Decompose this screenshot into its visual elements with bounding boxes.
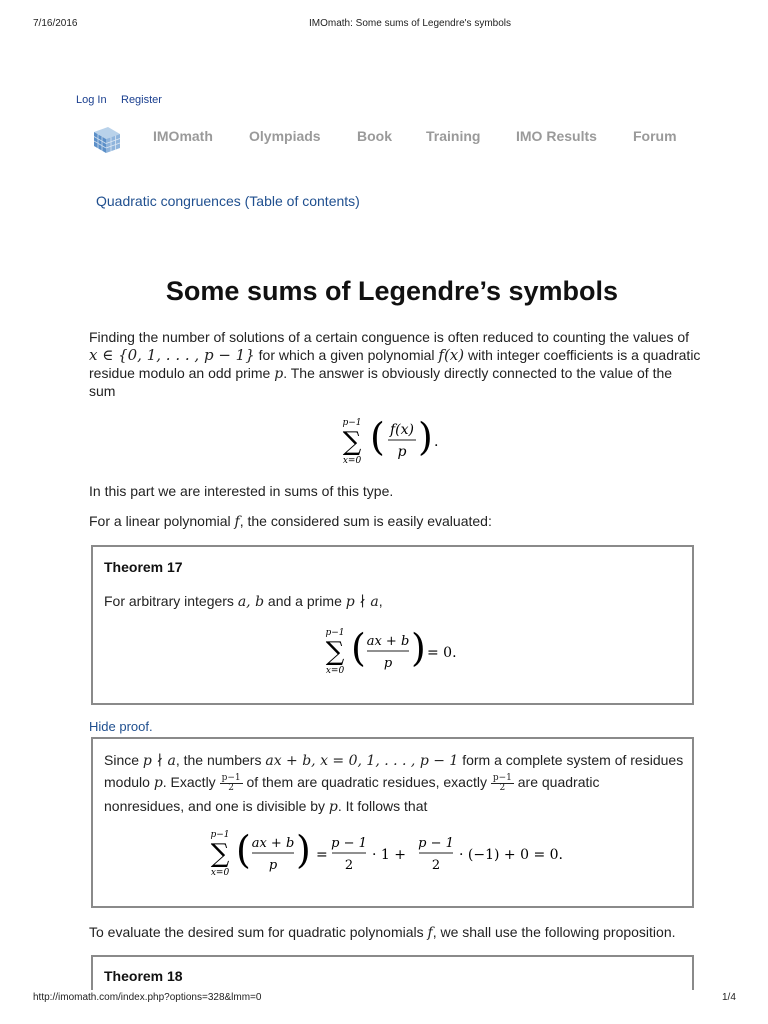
nav-forum[interactable]: Forum	[633, 128, 677, 144]
theorem-17-text: For arbitrary integers a, b and a prime p ∤ a,	[104, 593, 383, 610]
intro-line-4: sum	[89, 383, 116, 399]
left-paren-icon: (	[351, 626, 366, 670]
svg-text:2: 2	[344, 858, 354, 873]
table-of-contents-link[interactable]: Quadratic congruences (Table of contents)	[96, 193, 360, 209]
theorem-18-title: Theorem 18	[104, 968, 183, 984]
right-paren-icon: )	[411, 626, 426, 670]
svg-text:p − 1: p − 1	[418, 836, 454, 851]
svg-text:=: =	[316, 847, 328, 863]
svg-text:p: p	[383, 656, 393, 671]
svg-text:p−1: p−1	[210, 830, 230, 840]
svg-text:x=0: x=0	[210, 868, 230, 878]
theorem-17-formula	[313, 623, 473, 683]
formula-tail: .	[434, 434, 439, 450]
sum-upper: p−1	[342, 418, 362, 428]
register-link[interactable]: Register	[121, 94, 162, 106]
theorem-17-box	[91, 545, 694, 705]
svg-text:p: p	[268, 858, 278, 873]
right-paren-icon: )	[418, 415, 433, 459]
nav-imo-results[interactable]: IMO Results	[516, 128, 597, 144]
svg-text:2: 2	[431, 858, 441, 873]
svg-text:= 0.: = 0.	[427, 645, 457, 661]
proof-line-3: nonresidues, and one is divisible by p. It follows that	[104, 798, 428, 815]
left-paren-icon: (	[370, 415, 385, 459]
print-date: 7/16/2016	[33, 18, 78, 29]
print-url: http://imomath.com/index.php?options=328&lmm=0	[33, 992, 262, 1003]
sigma-icon: ∑	[325, 637, 345, 667]
svg-text:x=0: x=0	[325, 666, 345, 676]
theorem-18-box	[91, 955, 694, 990]
theorem-17-title: Theorem 17	[104, 559, 183, 575]
intro-line-3: residue modulo an odd prime p. The answer is obviously directly connected to the value of the	[89, 365, 673, 382]
fraction-p-1-over-2: $\frac{p-1}{2}$	[492, 772, 512, 793]
svg-text:· (−1) + 0 = 0.: · (−1) + 0 = 0.	[459, 847, 563, 863]
svg-text:· 1 +: · 1 +	[372, 847, 406, 863]
right-paren-icon: )	[296, 828, 311, 872]
proof-box	[91, 737, 694, 908]
imomath-logo-icon[interactable]	[92, 126, 122, 154]
proof-line-1: Since p ∤ a, the numbers ax + b, x = 0, 1, . . . , p − 1 form a complete system of residues	[104, 752, 684, 769]
svg-text:ax + b: ax + b	[251, 836, 295, 851]
nav-imomath[interactable]: IMOmath	[153, 128, 213, 144]
fraction-p-1-over-2: $\frac{p-1}{2}$	[221, 772, 241, 793]
svg-text:p−1: p−1	[325, 628, 345, 638]
proof-line-2: modulo p. Exactly $\frac{p-1}{2}$ of them are quadratic residues, exactly $\frac{p-1}{2}$ are quadratic	[104, 772, 600, 793]
frac-num: f(x)	[389, 422, 415, 438]
page-title: Some sums of Legendre’s symbols	[165, 276, 619, 306]
nav-training[interactable]: Training	[426, 128, 481, 144]
frac-den: p	[397, 444, 407, 460]
sum-lower: x=0	[342, 456, 362, 466]
intro-line-1: Finding the number of solutions of a certain conguence is often reduced to counting the values of	[89, 329, 690, 345]
svg-text:ax + b: ax + b	[366, 634, 410, 649]
left-paren-icon: (	[236, 828, 251, 872]
para-3: For a linear polynomial f, the considered sum is easily evaluated:	[89, 513, 492, 530]
nav-book[interactable]: Book	[357, 128, 392, 144]
para-2: In this part we are interested in sums of this type.	[89, 483, 394, 499]
login-link[interactable]: Log In	[76, 94, 107, 106]
print-page-number: 1/4	[722, 992, 736, 1003]
print-title: IMOmath: Some sums of Legendre's symbols	[309, 18, 511, 29]
hide-proof-link[interactable]: Hide proof.	[89, 719, 153, 734]
intro-line-2: x ∈ {0, 1, . . . , p − 1} for which a given polynomial f(x) with integer coefficients is a quadratic	[89, 346, 701, 364]
sigma-icon: ∑	[210, 839, 230, 869]
nav-olympiads[interactable]: Olympiads	[249, 128, 321, 144]
para-4: To evaluate the desired sum for quadratic polynomials f, we shall use the following proposition.	[89, 924, 676, 941]
sigma-icon: ∑	[342, 427, 362, 457]
svg-text:p − 1: p − 1	[331, 836, 367, 851]
proof-formula	[198, 825, 598, 885]
sum-formula-fx	[330, 410, 450, 470]
